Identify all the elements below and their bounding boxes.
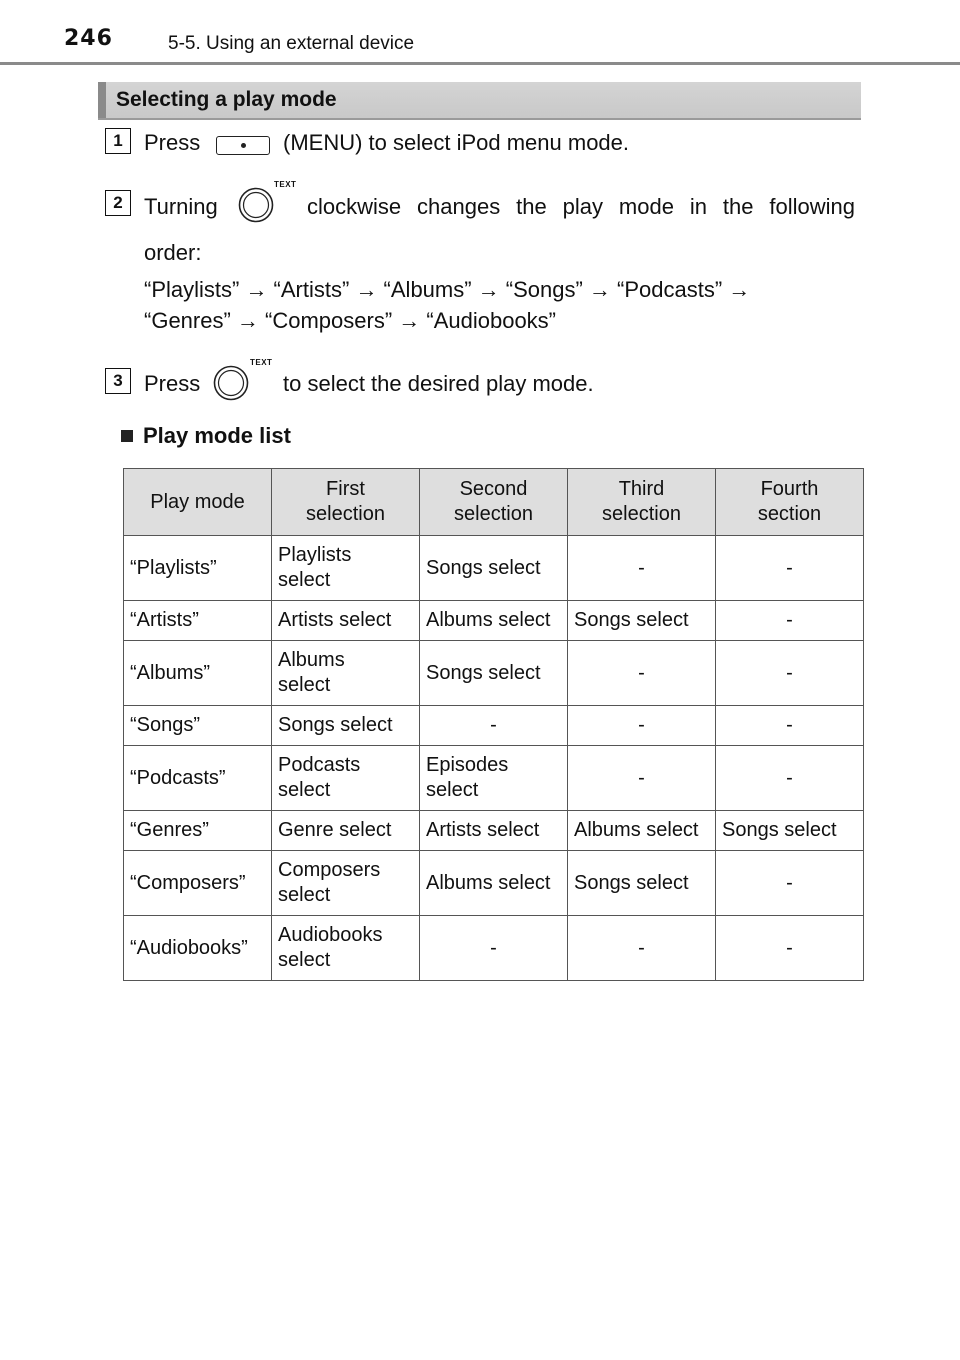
table-cell	[124, 641, 272, 706]
play-order-line-2: “Genres” → “Composers” → “Audiobooks”	[144, 308, 557, 333]
table-cell	[716, 811, 864, 851]
table-cell	[272, 601, 420, 641]
cell-text: -	[638, 766, 645, 789]
cell-text: Composers	[278, 859, 381, 881]
table-cell	[124, 706, 272, 746]
cell-text: select	[278, 569, 331, 591]
cell-text: “Albums”	[130, 661, 211, 684]
cell-text: -	[786, 609, 793, 631]
cell-text: Songs select	[574, 871, 689, 894]
table-cell	[124, 746, 272, 811]
cell-text: -	[638, 936, 645, 959]
knob-text-label: TEXT	[250, 358, 273, 367]
table-header-row	[124, 469, 864, 536]
step-number-3: 3	[105, 368, 131, 394]
cell-text: “Artists”	[130, 609, 199, 631]
step-1-text-before: Press	[144, 130, 201, 155]
step-number-1: 1	[105, 128, 131, 154]
cell-text: Podcasts	[278, 754, 361, 776]
table-cell	[272, 916, 420, 981]
cell-text: Third	[618, 478, 665, 500]
cell-text: Albums select	[426, 871, 551, 894]
table-cell	[716, 851, 864, 916]
column-header	[272, 469, 420, 536]
cell-text: -	[786, 766, 793, 789]
text-knob-icon	[238, 187, 274, 223]
cell-text: select	[278, 779, 331, 801]
step-2-text-after: clockwise changes the play mode in the following	[307, 194, 855, 219]
cell-text: Fourth	[760, 478, 819, 500]
column-header	[124, 469, 272, 536]
table-cell	[420, 811, 568, 851]
cell-text: “Songs”	[130, 714, 201, 736]
section-marker	[98, 82, 106, 120]
cell-text: Audiobooks	[278, 924, 383, 946]
step-number-2: 2	[105, 190, 131, 216]
cell-text: Second	[459, 478, 528, 500]
table-cell	[272, 536, 420, 601]
table-cell	[420, 746, 568, 811]
cell-text: First	[326, 478, 365, 500]
table-cell	[568, 706, 716, 746]
table-cell	[716, 641, 864, 706]
step-2-text-before: Turning	[144, 194, 218, 219]
cell-text: -	[786, 714, 793, 736]
section-title: Selecting a play mode	[116, 88, 337, 111]
table-cell	[124, 536, 272, 601]
table-row	[124, 601, 864, 641]
cell-text: select	[426, 779, 479, 801]
table-row	[124, 641, 864, 706]
cell-text: Albums select	[574, 819, 699, 841]
menu-button-icon	[216, 136, 270, 155]
cell-text: “Audiobooks”	[130, 936, 248, 959]
cell-text: -	[786, 556, 793, 579]
step-3-text-before: Press	[144, 371, 201, 396]
header-rule	[0, 62, 960, 65]
cell-text: Songs select	[426, 661, 541, 684]
cell-text: Songs select	[722, 819, 837, 841]
cell-text: -	[490, 714, 497, 736]
cell-text: selection	[454, 503, 533, 525]
table-cell	[272, 851, 420, 916]
table-cell	[568, 851, 716, 916]
step-3-text-after: to select the desired play mode.	[283, 371, 594, 396]
table-header	[124, 469, 864, 536]
cell-text: Songs select	[426, 556, 541, 579]
table-cell	[568, 641, 716, 706]
page-number: 246	[64, 26, 113, 51]
table-row	[124, 851, 864, 916]
table-cell	[568, 811, 716, 851]
cell-text: Episodes	[426, 754, 509, 776]
table-cell	[716, 746, 864, 811]
cell-text: -	[786, 661, 793, 684]
table-cell	[420, 601, 568, 641]
table-cell	[420, 641, 568, 706]
table-cell	[568, 916, 716, 981]
cell-text: Playlists	[278, 544, 352, 566]
cell-text: Artists select	[426, 819, 540, 841]
cell-text: select	[278, 949, 331, 971]
cell-text: select	[278, 674, 331, 696]
table-cell	[716, 601, 864, 641]
cell-text: “Composers”	[130, 871, 246, 894]
cell-text: selection	[602, 503, 681, 525]
table-cell	[568, 536, 716, 601]
step-2-text-line2: order:	[144, 240, 202, 265]
table-row	[124, 916, 864, 981]
cell-text: -	[786, 936, 793, 959]
knob-text-label: TEXT	[274, 180, 297, 189]
cell-text: Artists select	[278, 609, 392, 631]
table-cell	[420, 536, 568, 601]
table-cell	[716, 916, 864, 981]
table-cell	[568, 601, 716, 641]
table-cell	[124, 601, 272, 641]
cell-text: “Genres”	[130, 819, 209, 841]
table-cell	[272, 746, 420, 811]
table-cell	[420, 916, 568, 981]
table-row	[124, 536, 864, 601]
square-bullet-icon	[121, 430, 133, 442]
cell-text: -	[638, 661, 645, 684]
table-cell	[272, 811, 420, 851]
play-order-line-1: “Playlists” → “Artists” → “Albums” → “Songs” → “Podcasts” →	[144, 277, 751, 302]
section-underline	[98, 118, 861, 120]
table-row	[124, 706, 864, 746]
cell-text: Genre select	[278, 819, 392, 841]
table-cell	[420, 706, 568, 746]
cell-text: selection	[306, 503, 385, 525]
cell-text: Songs select	[278, 714, 393, 736]
table-cell	[272, 706, 420, 746]
cell-text: Albums select	[426, 609, 551, 631]
table-body	[124, 536, 864, 981]
play-mode-list-heading	[121, 423, 291, 449]
table-cell	[568, 746, 716, 811]
table-cell	[716, 536, 864, 601]
table-row	[124, 746, 864, 811]
table-row	[124, 811, 864, 851]
column-header	[420, 469, 568, 536]
table-cell	[124, 851, 272, 916]
play-mode-list-title: Play mode list	[143, 423, 291, 448]
cell-text: -	[638, 714, 645, 736]
table-cell	[124, 811, 272, 851]
step-1-text-after: (MENU) to select iPod menu mode.	[283, 130, 630, 155]
cell-text: “Podcasts”	[130, 766, 226, 789]
table-cell	[420, 851, 568, 916]
cell-text: Songs select	[574, 609, 689, 631]
table-cell	[272, 641, 420, 706]
cell-text: Play mode	[150, 490, 245, 513]
cell-text: section	[757, 503, 822, 525]
cell-text: -	[638, 556, 645, 579]
section-heading-bar	[98, 82, 861, 120]
table-cell	[716, 706, 864, 746]
cell-text: select	[278, 884, 331, 906]
cell-text: “Playlists”	[130, 556, 217, 579]
column-header	[716, 469, 864, 536]
cell-text: -	[490, 936, 497, 959]
cell-text: -	[786, 871, 793, 894]
table-cell	[124, 916, 272, 981]
section-path: 5-5. Using an external device	[168, 33, 415, 54]
play-mode-table	[123, 468, 864, 981]
cell-text: Albums	[278, 649, 345, 671]
column-header	[568, 469, 716, 536]
text-knob-icon	[213, 365, 249, 401]
